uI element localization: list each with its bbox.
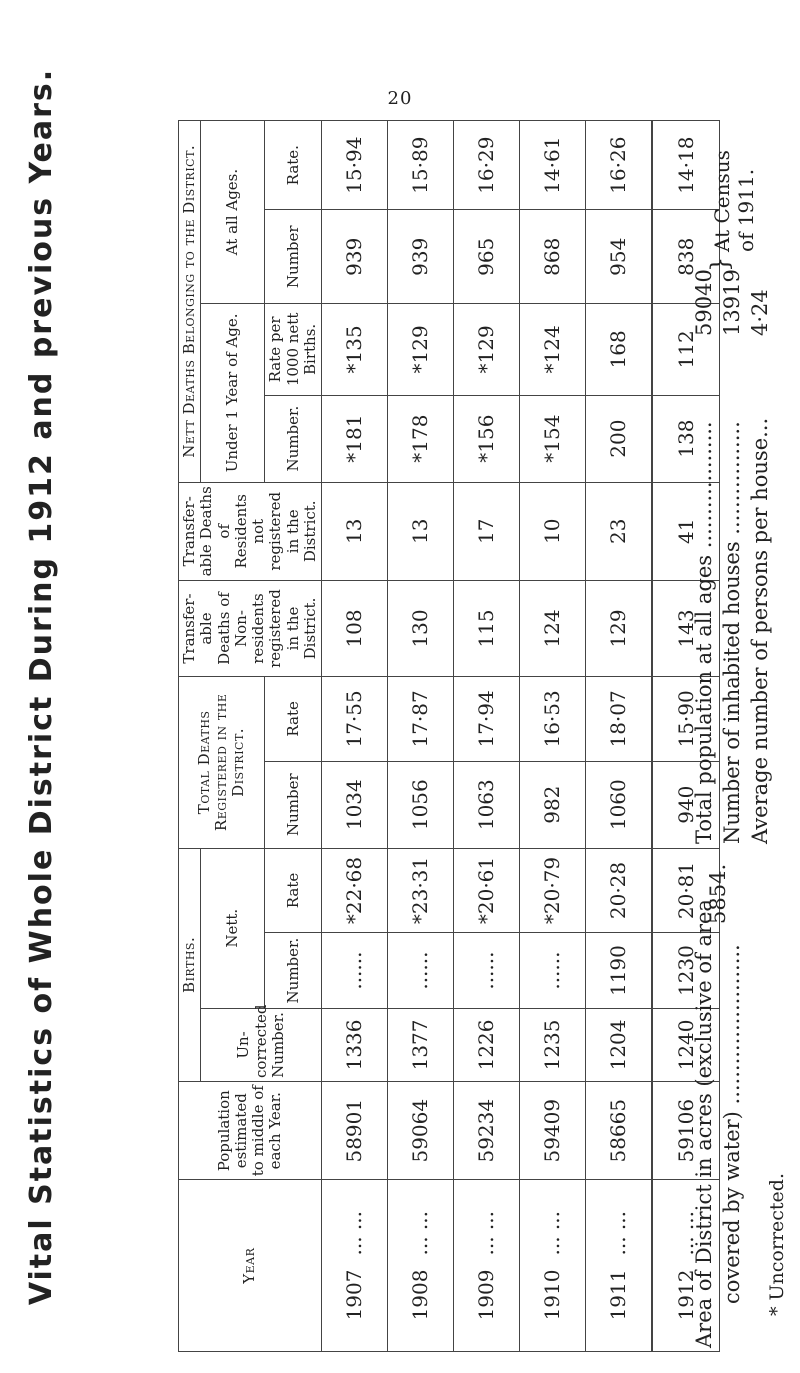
- year-dots: ... ...: [606, 1211, 631, 1256]
- cell-births-nett-rate: *23·31: [387, 848, 453, 933]
- page-title: Vital Statistics of Whole District During 1912 and previous Years.: [24, 67, 59, 1306]
- table-row: [387, 121, 453, 1352]
- notes-rotator: [690, 120, 800, 1352]
- note-area-line2: covered by water) ........................: [720, 944, 744, 1304]
- cell-deaths-rate: 18·07: [585, 677, 652, 762]
- note-footnote: * Uncorrected.: [766, 1172, 788, 1316]
- cell-year: [519, 1180, 585, 1352]
- cell-births-uncorrected: 1204: [585, 1008, 652, 1081]
- cell-population: 59106: [652, 1082, 719, 1180]
- header-population: Population estimated to middle of each Year.: [179, 1082, 322, 1180]
- cell-year: [453, 1180, 519, 1352]
- year-dots: ... ...: [474, 1211, 499, 1256]
- note-houses-label: Number of inhabited houses .................: [720, 421, 744, 844]
- cell-all-number: 939: [387, 210, 453, 304]
- header-infant-rate: Rate per 1000 nett Births.: [265, 304, 322, 396]
- notes-frame: [690, 120, 800, 1352]
- cell-residents: 13: [387, 482, 453, 580]
- cell-year: [585, 1180, 652, 1352]
- cell-residents: 13: [322, 482, 388, 580]
- cell-infant-rate: *124: [519, 304, 585, 396]
- cell-deaths-number: 1056: [387, 761, 453, 848]
- table-frame: [178, 120, 698, 1352]
- header-under-1: Under 1 Year of Age.: [201, 304, 265, 482]
- cell-population: 59064: [387, 1082, 453, 1180]
- year-value: 1907: [342, 1269, 367, 1321]
- cell-infant-number: *178: [387, 395, 453, 482]
- cell-nonresidents: 108: [322, 580, 388, 676]
- table-rotator: [178, 120, 698, 1352]
- header-year: Year: [179, 1180, 322, 1352]
- header-transferable-nonresidents: Transfer-able Deaths of Non-residents registered in the District.: [179, 580, 322, 676]
- cell-infant-rate: 168: [585, 304, 652, 396]
- cell-births-uncorrected: 1377: [387, 1008, 453, 1081]
- year-value: 1908: [408, 1269, 433, 1321]
- cell-deaths-number: 940: [652, 761, 719, 848]
- cell-deaths-rate: 15·90: [652, 677, 719, 762]
- year-dots: ... ...: [408, 1211, 433, 1256]
- cell-deaths-rate: 16·53: [519, 677, 585, 762]
- year-dots: ... ...: [673, 1211, 698, 1256]
- cell-residents: 10: [519, 482, 585, 580]
- cell-births-nett-number: ......: [519, 933, 585, 1009]
- cell-infant-number: *181: [322, 395, 388, 482]
- cell-deaths-number: 1034: [322, 761, 388, 848]
- cell-deaths-number: 1063: [453, 761, 519, 848]
- note-population-value: 59040: [692, 269, 716, 336]
- cell-nonresidents: 124: [519, 580, 585, 676]
- cell-all-rate: 14·18: [652, 121, 719, 210]
- header-nett: Nett.: [201, 848, 265, 1008]
- year-dots: ... ...: [342, 1211, 367, 1256]
- cell-births-nett-rate: *22·68: [322, 848, 388, 933]
- cell-deaths-rate: 17·94: [453, 677, 519, 762]
- cell-year: [322, 1180, 388, 1352]
- header-births: Births.: [179, 848, 201, 1081]
- cell-all-number: 954: [585, 210, 652, 304]
- page-number: 20: [387, 88, 413, 109]
- vital-statistics-table: [178, 120, 720, 1352]
- table-body: [322, 121, 720, 1352]
- cell-births-nett-rate: *20·61: [453, 848, 519, 933]
- cell-all-number: 838: [652, 210, 719, 304]
- cell-all-rate: 14·61: [519, 121, 585, 210]
- header-births-rate: Rate: [265, 848, 322, 933]
- cell-deaths-rate: 17·55: [322, 677, 388, 762]
- header-deaths-number: Number: [265, 761, 322, 848]
- header-transferable-residents: Transfer-able Deaths of Residents not registered in the District.: [179, 482, 322, 580]
- cell-population: 58665: [585, 1082, 652, 1180]
- cell-infant-number: *156: [453, 395, 519, 482]
- note-average-value: 4·24: [748, 289, 772, 336]
- cell-infant-number: 200: [585, 395, 652, 482]
- table-row: [322, 121, 388, 1352]
- header-total-deaths: Total Deaths Registered in the District.: [179, 677, 265, 849]
- cell-year: [387, 1180, 453, 1352]
- cell-births-uncorrected: 1226: [453, 1008, 519, 1081]
- cell-infant-number: 138: [652, 395, 719, 482]
- year-value: 1909: [474, 1269, 499, 1321]
- cell-births-nett-number: ......: [322, 933, 388, 1009]
- cell-births-nett-number: ......: [387, 933, 453, 1009]
- cell-all-rate: 16·26: [585, 121, 652, 210]
- header-nett-deaths: Nett Deaths Belonging to the District.: [179, 121, 201, 483]
- table-row: [453, 121, 519, 1352]
- year-dots: ... ...: [540, 1211, 565, 1256]
- cell-deaths-number: 1060: [585, 761, 652, 848]
- header-deaths-rate: Rate: [265, 677, 322, 762]
- note-area-value: 5854.: [706, 863, 730, 924]
- header-at-all-ages: At all Ages.: [201, 121, 265, 304]
- cell-nonresidents: 129: [585, 580, 652, 676]
- cell-residents: 23: [585, 482, 652, 580]
- table-row: [585, 121, 652, 1352]
- cell-births-uncorrected: 1235: [519, 1008, 585, 1081]
- cell-all-number: 965: [453, 210, 519, 304]
- cell-infant-rate: *129: [387, 304, 453, 396]
- cell-infant-rate: *129: [453, 304, 519, 396]
- cell-births-nett-number: 1190: [585, 933, 652, 1009]
- note-population-label: Total population at all ages ...................: [692, 421, 716, 844]
- note-census: At Census of 1911.: [710, 150, 758, 252]
- cell-infant-rate: 112: [652, 304, 719, 396]
- cell-population: 58901: [322, 1082, 388, 1180]
- note-area-line1: Area of District in acres (exclusive of area: [692, 899, 716, 1348]
- cell-births-nett-number: ......: [453, 933, 519, 1009]
- cell-all-number: 868: [519, 210, 585, 304]
- year-value: 1910: [540, 1269, 565, 1321]
- cell-births-nett-rate: 20·81: [652, 848, 719, 933]
- cell-residents: 41: [652, 482, 719, 580]
- cell-infant-number: *154: [519, 395, 585, 482]
- year-value: 1912: [673, 1269, 698, 1321]
- header-births-number: Number.: [265, 933, 322, 1009]
- cell-population: 59234: [453, 1082, 519, 1180]
- cell-all-rate: 15·89: [387, 121, 453, 210]
- table-row: [519, 121, 585, 1352]
- note-average-label: Average number of persons per house...: [748, 417, 772, 844]
- cell-births-nett-rate: 20·28: [585, 848, 652, 933]
- cell-infant-rate: *135: [322, 304, 388, 396]
- cell-births-nett-rate: *20·79: [519, 848, 585, 933]
- cell-deaths-number: 982: [519, 761, 585, 848]
- note-houses-value: 13919: [720, 269, 744, 336]
- cell-population: 59409: [519, 1082, 585, 1180]
- header-all-number: Number: [265, 210, 322, 304]
- cell-births-uncorrected: 1240: [652, 1008, 719, 1081]
- cell-births-nett-number: 1230: [652, 933, 719, 1009]
- year-value: 1911: [606, 1269, 631, 1321]
- cell-nonresidents: 115: [453, 580, 519, 676]
- cell-deaths-rate: 17·87: [387, 677, 453, 762]
- header-infant-number: Number.: [265, 395, 322, 482]
- cell-all-rate: 15·94: [322, 121, 388, 210]
- cell-all-rate: 16·29: [453, 121, 519, 210]
- cell-births-uncorrected: 1336: [322, 1008, 388, 1081]
- header-uncorrected-number: Un-corrected Number.: [201, 1008, 322, 1081]
- note-brace: }: [706, 256, 734, 272]
- cell-all-number: 939: [322, 210, 388, 304]
- cell-nonresidents: 130: [387, 580, 453, 676]
- header-all-rate: Rate.: [265, 121, 322, 210]
- cell-residents: 17: [453, 482, 519, 580]
- cell-nonresidents: 143: [652, 580, 719, 676]
